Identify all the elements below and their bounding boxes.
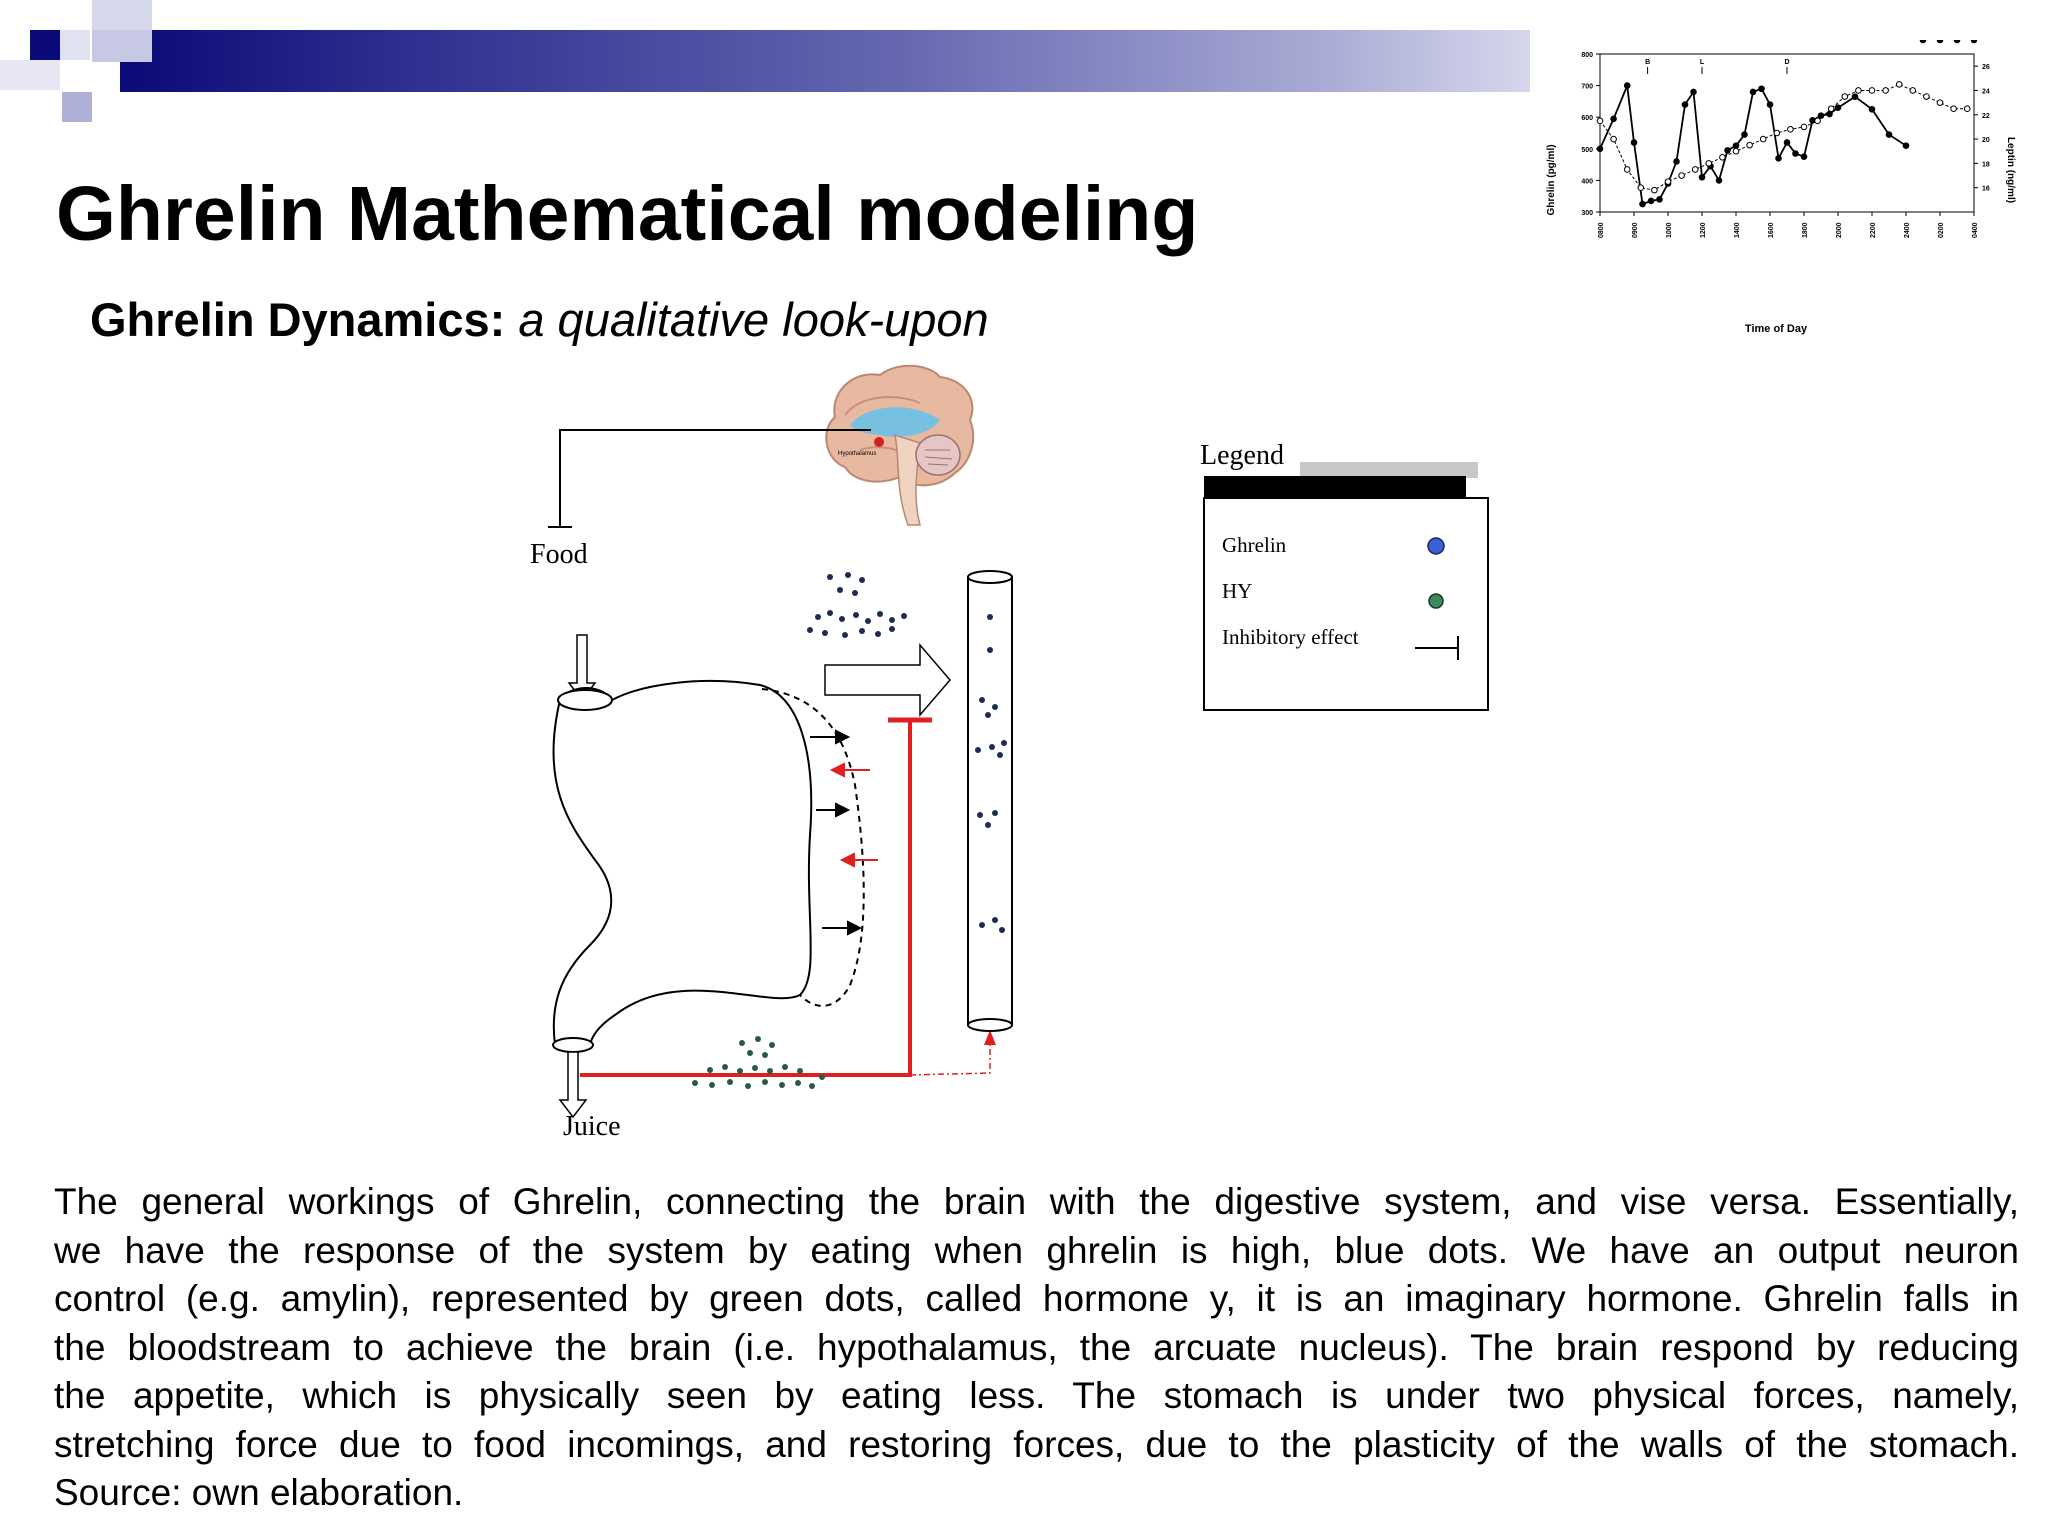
chart-point — [1954, 40, 1960, 43]
chart-point — [1869, 88, 1875, 94]
chart-point — [1896, 82, 1902, 88]
legend-item-ghrelin: Ghrelin — [1222, 533, 1287, 557]
body-paragraph — [54, 1178, 2019, 1518]
chart-point — [1699, 174, 1705, 180]
chart-point — [1742, 132, 1748, 138]
chart-xtick-label: 0200 — [1938, 222, 1945, 238]
blue-dot-icon — [1428, 538, 1444, 554]
chart-point — [1597, 146, 1603, 152]
chart-xtick-label: 1800 — [1802, 222, 1809, 238]
header-square-dark — [30, 30, 60, 60]
chart-point — [1624, 83, 1630, 89]
legend-svg — [1200, 440, 1500, 726]
header-square-light — [60, 30, 90, 60]
chart-point — [1937, 40, 1943, 43]
chart-ytick-label: 800 — [1581, 52, 1593, 59]
chart-point — [1760, 136, 1766, 142]
chart-point — [1725, 148, 1731, 154]
chart-point — [1971, 40, 1977, 43]
chart-ytick-label: 600 — [1581, 115, 1593, 123]
chart-point — [1733, 148, 1739, 154]
chart-point — [1691, 89, 1697, 95]
chart-point — [1835, 105, 1841, 111]
chart-meal-marker: D — [1784, 59, 1790, 66]
chart-point — [1624, 167, 1630, 173]
chart-xtick-label: 2000 — [1836, 222, 1843, 238]
chart-point — [1674, 159, 1680, 165]
body-line: we have the response of the system by eating when ghrelin is high, blue dots. We have an output neuron — [54, 1229, 2019, 1271]
legend-title: Legend — [1200, 440, 1284, 471]
header-square-light — [92, 30, 152, 62]
chart-point — [1856, 88, 1862, 94]
chart-point — [1883, 88, 1889, 94]
body-line: the bloodstream to achieve the brain (i.e. hypothalamus, the arcuate nucleus). The brain respond by reducing — [54, 1326, 2019, 1368]
header-square-light — [0, 60, 60, 90]
chart-svg — [1538, 40, 2024, 350]
body-line: stretching force due to food incomings, and restoring forces, due to the plasticity of the walls of the stomach. — [54, 1423, 2019, 1465]
page-subtitle — [90, 292, 989, 347]
chart-point — [1750, 89, 1756, 95]
chart-y2tick-label: 18 — [1982, 161, 1990, 169]
chart-point — [1903, 143, 1909, 149]
chart-xtick-label: 1600 — [1768, 222, 1775, 238]
chart-y2tick-label: 26 — [1982, 64, 1990, 72]
legend-item-inhibitory: Inhibitory effect — [1222, 625, 1359, 649]
chart-point — [1657, 197, 1663, 203]
chart-point — [1706, 161, 1712, 167]
chart-y2tick-label: 22 — [1982, 112, 1990, 120]
chart-point — [1733, 143, 1739, 149]
legend-item-hy: HY — [1222, 579, 1253, 603]
stretching-force-arrows — [810, 731, 860, 934]
chart-point — [1924, 94, 1930, 100]
juice-arrow-icon — [560, 1052, 586, 1117]
green-dot-icon — [1429, 594, 1443, 608]
chart-point — [1828, 106, 1834, 112]
chart-point — [1716, 178, 1722, 184]
legend — [1200, 440, 1500, 726]
chart-xtick-label: 1000 — [1666, 222, 1673, 238]
chart-point — [1801, 124, 1807, 130]
ghrelin-diagram — [500, 355, 1220, 1160]
chart-point — [1652, 187, 1658, 193]
header-square-mid — [62, 92, 92, 122]
chart-point — [1886, 132, 1892, 138]
chart-point — [1767, 102, 1773, 108]
chart-point — [1815, 118, 1821, 124]
chart-meal-marker: B — [1645, 59, 1651, 66]
chart-point — [1842, 94, 1848, 100]
chart-point — [1759, 86, 1765, 92]
chart-point — [1640, 201, 1646, 207]
chart-point — [1611, 116, 1617, 122]
juice-label: Juice — [563, 1111, 621, 1142]
chart-point — [1747, 142, 1753, 148]
chart-xtick-label: 0800 — [1598, 222, 1605, 238]
chart-y2tick-label: 16 — [1982, 185, 1990, 193]
chart-point — [1788, 127, 1794, 133]
chart-ylabel: Ghrelin (pg/ml) — [1546, 144, 1557, 216]
body-line: the appetite, which is physically seen by eating less. The stomach is under two physical forces, namely, — [54, 1375, 2019, 1416]
ghrelin-leptin-chart — [1538, 40, 2024, 350]
chart-point — [1611, 136, 1617, 142]
ghrelin-release-arrow-icon — [825, 645, 950, 715]
body-line: Source: own elaboration. — [54, 1472, 464, 1513]
chart-xtick-label: 1400 — [1734, 222, 1741, 238]
chart-point — [1937, 100, 1943, 106]
chart-point — [1631, 140, 1637, 146]
chart-xtick-label: 2400 — [1904, 222, 1911, 238]
subtitle-bold: Ghrelin Dynamics: — [90, 293, 506, 346]
chart-point — [1776, 155, 1782, 161]
chart-point — [1692, 167, 1698, 173]
chart-point — [1964, 106, 1970, 112]
chart-xtick-label: 0900 — [1632, 222, 1639, 238]
hy-dot-cluster — [692, 1036, 825, 1089]
chart-point — [1951, 106, 1957, 112]
chart-point — [1852, 94, 1858, 100]
hypothalamus-dot — [874, 437, 884, 447]
chart-meal-marker: L — [1699, 59, 1705, 66]
hypothalamus-label: Hypothalamus — [838, 451, 877, 457]
chart-series-line — [1600, 84, 1967, 190]
chart-point — [1801, 154, 1807, 160]
body-line: control (e.g. amylin), represented by green dots, called hormone y, it is an imaginary hormone. Ghrelin falls in — [54, 1278, 2019, 1319]
chart-point — [1793, 151, 1799, 157]
chart-y2label: Leptin (ng/ml) — [2005, 136, 2016, 204]
chart-ytick-label: 500 — [1581, 146, 1593, 154]
chart-point — [1648, 198, 1654, 204]
body-line: The general workings of Ghrelin, connecting the brain with the digestive system, and vise versa. Essentially, — [54, 1181, 2019, 1222]
chart-xtick-label: 2200 — [1870, 222, 1877, 238]
food-label: Food — [530, 539, 588, 570]
chart-series-line — [1600, 86, 1906, 205]
chart-point — [1720, 155, 1726, 161]
chart-point — [1665, 179, 1671, 185]
header-gradient-band — [120, 30, 1530, 92]
blood-vessel — [968, 571, 1012, 1031]
chart-y2tick-label: 24 — [1982, 88, 1990, 96]
page-title: Ghrelin Mathematical modeling — [56, 171, 1199, 257]
chart-point — [1869, 107, 1875, 113]
chart-y2tick-label: 20 — [1982, 137, 1990, 145]
brain-image — [826, 366, 973, 525]
chart-ytick-label: 300 — [1581, 210, 1593, 217]
subtitle-italic: a qualitative look-upon — [518, 293, 989, 346]
chart-ytick-label: 400 — [1581, 178, 1593, 186]
diagram-svg — [500, 355, 1220, 1155]
chart-ytick-label: 700 — [1581, 83, 1593, 91]
chart-point — [1597, 118, 1603, 124]
chart-point — [1774, 130, 1780, 136]
chart-point — [1679, 173, 1685, 179]
header-square-light — [92, 0, 152, 30]
chart-point — [1827, 111, 1833, 117]
chart-xlabel: Time of Day — [1744, 323, 1808, 335]
chart-point — [1638, 185, 1644, 191]
chart-xtick-label: 1200 — [1700, 222, 1707, 238]
chart-point — [1920, 40, 1926, 43]
chart-point — [1910, 88, 1916, 94]
chart-xtick-label: 0400 — [1972, 222, 1979, 238]
chart-point — [1784, 140, 1790, 146]
chart-point — [1682, 102, 1688, 108]
